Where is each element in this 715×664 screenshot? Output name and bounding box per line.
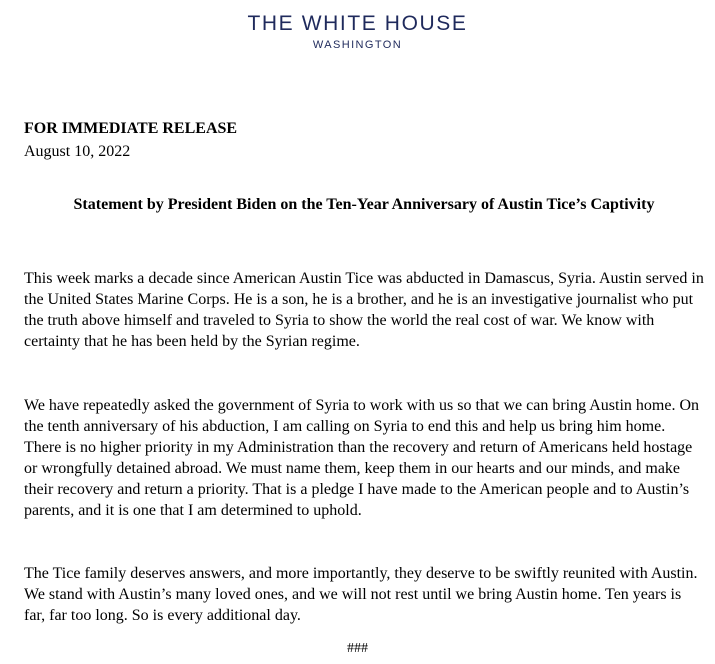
- statement-paragraph-3: The Tice family deserves answers, and more importantly, they deserve to be swiftly reunited with Austin. We stand with Austin’s many loved ones, and we will not rest until we bring Austin home. Ten years is far, far too long. So is every additional day.: [24, 565, 698, 624]
- letterhead-title: THE WHITE HOUSE: [247, 12, 468, 35]
- letterhead: [0, 12, 715, 53]
- statement-paragraph-2: We have repeatedly asked the government of Syria to work with us so that we can bring Austin home. On the tenth anniversary of his abduction, I am calling on Syria to end this and help us bring him home. There is no higher priority in my Administration than the recovery and return of Americans held hostage or wrongfully detained abroad. We must name them, keep them in our hearts and our minds, and make their recovery and return a priority. That is a pledge I have made to the American people and to Austin’s parents, and it is one that I am determined to uphold.: [24, 397, 699, 519]
- end-mark: ###: [347, 641, 368, 656]
- statement-paragraph-1: This week marks a decade since American Austin Tice was abducted in Damascus, Syria. Austin served in the United States Marine Corps. He is a son, he is a brother, and he is an investigative journalist who put the truth above himself and traveled to Syria to show the world the real cost of war. We know with certainty that he has been held by the Syrian regime.: [24, 270, 704, 350]
- release-date: August 10, 2022: [24, 143, 131, 160]
- release-label: FOR IMMEDIATE RELEASE: [24, 120, 238, 137]
- statement-title: Statement by President Biden on the Ten-Year Anniversary of Austin Tice’s Captivity: [73, 196, 655, 213]
- letterhead-subtitle: WASHINGTON: [312, 39, 403, 51]
